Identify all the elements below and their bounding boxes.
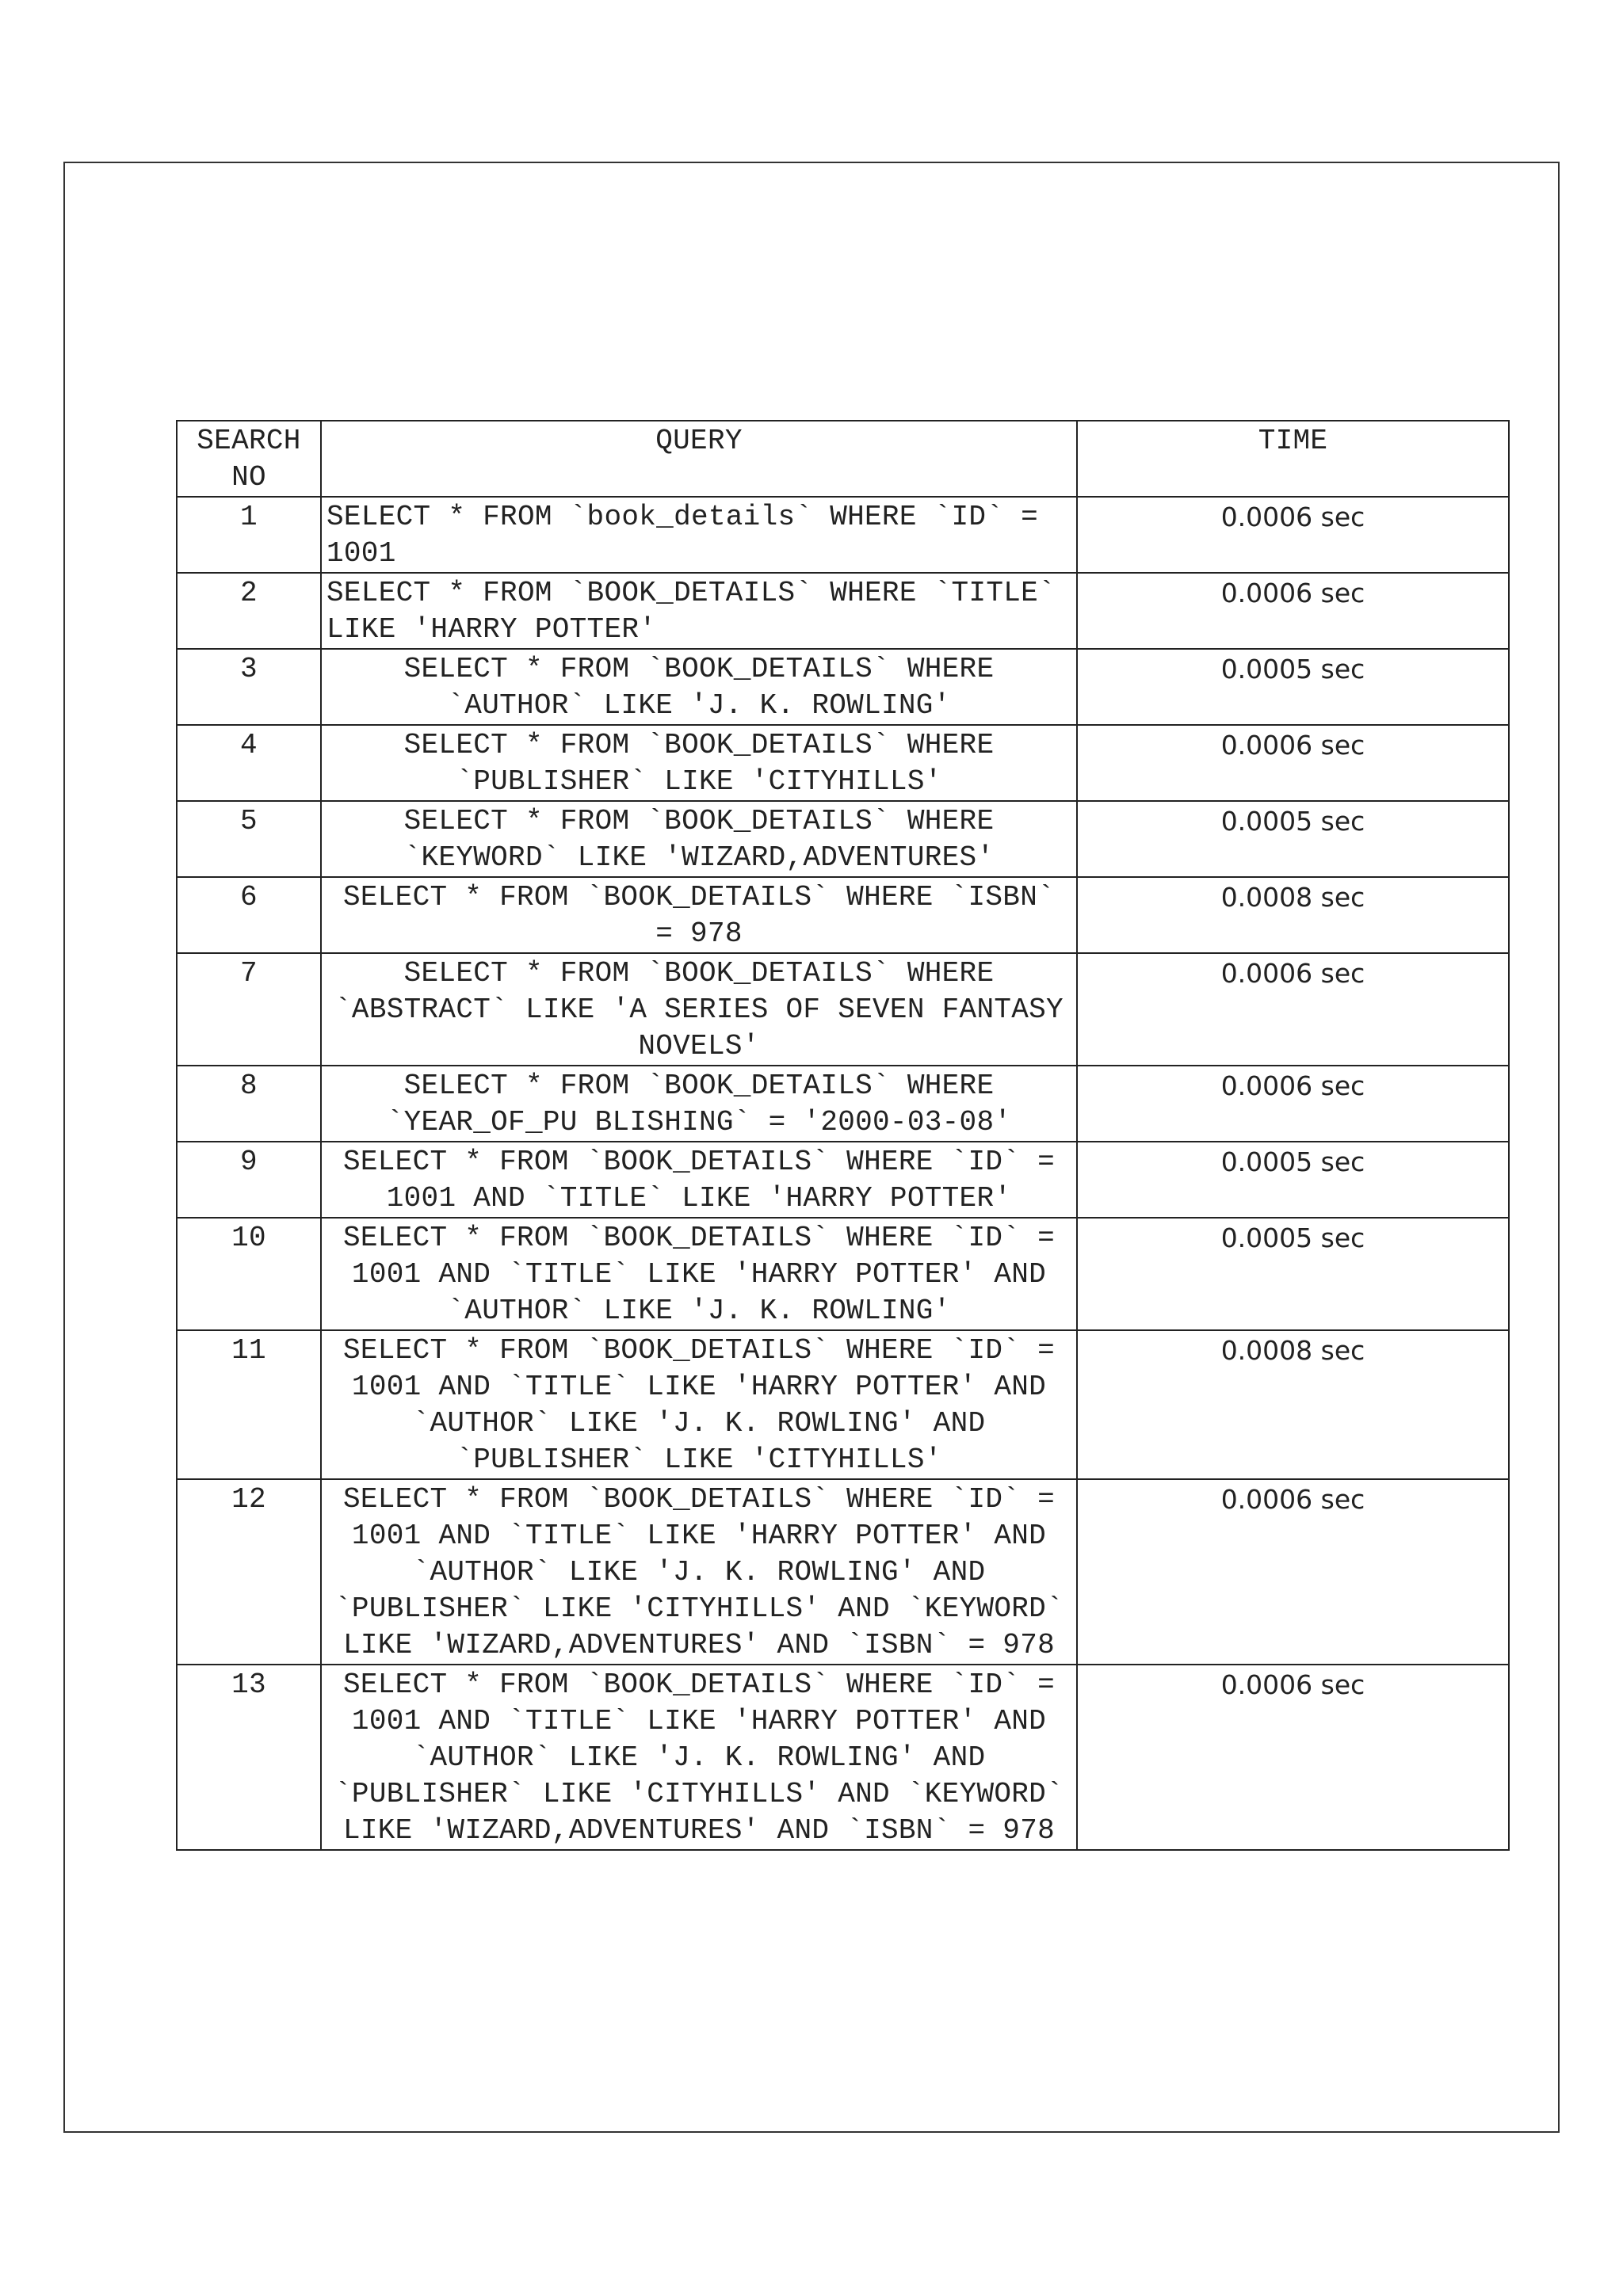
search-no-cell: 4 (177, 725, 321, 801)
time-cell: 0.0005 sec (1077, 1142, 1509, 1218)
header-row (177, 421, 1509, 497)
table-row (177, 725, 1509, 801)
header-query: QUERY (321, 421, 1077, 497)
header-time: TIME (1077, 421, 1509, 497)
time-cell: 0.0006 sec (1077, 497, 1509, 573)
search-no-cell: 12 (177, 1479, 321, 1665)
table-row (177, 1330, 1509, 1479)
table-row (177, 801, 1509, 877)
query-cell: SELECT * FROM `BOOK_DETAILS` WHERE `KEYWORD` LIKE 'WIZARD,ADVENTURES' (321, 801, 1077, 877)
query-cell: SELECT * FROM `BOOK_DETAILS` WHERE `YEAR_OF_PU BLISHING` = '2000-03-08' (321, 1066, 1077, 1142)
query-cell: SELECT * FROM `BOOK_DETAILS` WHERE `ID` = 1001 AND `TITLE` LIKE 'HARRY POTTER' AND `AUTHOR` LIKE 'J. K. ROWLING' (321, 1218, 1077, 1330)
time-cell: 0.0006 sec (1077, 573, 1509, 649)
time-cell: 0.0008 sec (1077, 877, 1509, 953)
search-no-cell: 11 (177, 1330, 321, 1479)
search-no-cell: 8 (177, 1066, 321, 1142)
time-cell: 0.0006 sec (1077, 1479, 1509, 1665)
table-row (177, 1479, 1509, 1665)
search-no-cell: 2 (177, 573, 321, 649)
search-no-cell: 9 (177, 1142, 321, 1218)
search-no-cell: 1 (177, 497, 321, 573)
query-cell: SELECT * FROM `book_details` WHERE `ID` = 1001 (321, 497, 1077, 573)
table-row (177, 649, 1509, 725)
time-cell: 0.0005 sec (1077, 1218, 1509, 1330)
table-row (177, 1066, 1509, 1142)
table-row (177, 1142, 1509, 1218)
query-cell: SELECT * FROM `BOOK_DETAILS` WHERE `ID` = 1001 AND `TITLE` LIKE 'HARRY POTTER' AND `AUTHOR` LIKE 'J. K. ROWLING' AND `PUBLISHER` LIKE 'CITYHILLS' AND `KEYWORD` LIKE 'WIZARD,ADVENTURES' AND `ISBN` = 978 (321, 1479, 1077, 1665)
time-cell: 0.0006 sec (1077, 725, 1509, 801)
table-row (177, 1218, 1509, 1330)
query-cell: SELECT * FROM `BOOK_DETAILS` WHERE `ISBN` = 978 (321, 877, 1077, 953)
table-row (177, 1665, 1509, 1850)
time-cell: 0.0008 sec (1077, 1330, 1509, 1479)
time-cell: 0.0006 sec (1077, 1066, 1509, 1142)
query-cell: SELECT * FROM `BOOK_DETAILS` WHERE `ABSTRACT` LIKE 'A SERIES OF SEVEN FANTASY NOVELS' (321, 953, 1077, 1066)
query-cell: SELECT * FROM `BOOK_DETAILS` WHERE `AUTHOR` LIKE 'J. K. ROWLING' (321, 649, 1077, 725)
query-cell: SELECT * FROM `BOOK_DETAILS` WHERE `TITLE` LIKE 'HARRY POTTER' (321, 573, 1077, 649)
table-row (177, 497, 1509, 573)
query-time-table (176, 420, 1510, 1851)
search-no-cell: 5 (177, 801, 321, 877)
time-cell: 0.0005 sec (1077, 801, 1509, 877)
table-body (177, 421, 1509, 1850)
table-row (177, 953, 1509, 1066)
query-cell: SELECT * FROM `BOOK_DETAILS` WHERE `ID` = 1001 AND `TITLE` LIKE 'HARRY POTTER' (321, 1142, 1077, 1218)
search-no-cell: 3 (177, 649, 321, 725)
search-no-cell: 6 (177, 877, 321, 953)
table-row (177, 877, 1509, 953)
query-cell: SELECT * FROM `BOOK_DETAILS` WHERE `ID` = 1001 AND `TITLE` LIKE 'HARRY POTTER' AND `AUTHOR` LIKE 'J. K. ROWLING' AND `PUBLISHER` LIKE 'CITYHILLS' AND `KEYWORD` LIKE 'WIZARD,ADVENTURES' AND `ISBN` = 978 (321, 1665, 1077, 1850)
query-cell: SELECT * FROM `BOOK_DETAILS` WHERE `ID` = 1001 AND `TITLE` LIKE 'HARRY POTTER' AND `AUTHOR` LIKE 'J. K. ROWLING' AND `PUBLISHER` LIKE 'CITYHILLS' (321, 1330, 1077, 1479)
time-cell: 0.0006 sec (1077, 1665, 1509, 1850)
search-no-cell: 7 (177, 953, 321, 1066)
time-cell: 0.0006 sec (1077, 953, 1509, 1066)
table-row (177, 573, 1509, 649)
search-no-cell: 10 (177, 1218, 321, 1330)
time-cell: 0.0005 sec (1077, 649, 1509, 725)
search-no-cell: 13 (177, 1665, 321, 1850)
header-search-no: SEARCH NO (177, 421, 321, 497)
query-cell: SELECT * FROM `BOOK_DETAILS` WHERE `PUBLISHER` LIKE 'CITYHILLS' (321, 725, 1077, 801)
